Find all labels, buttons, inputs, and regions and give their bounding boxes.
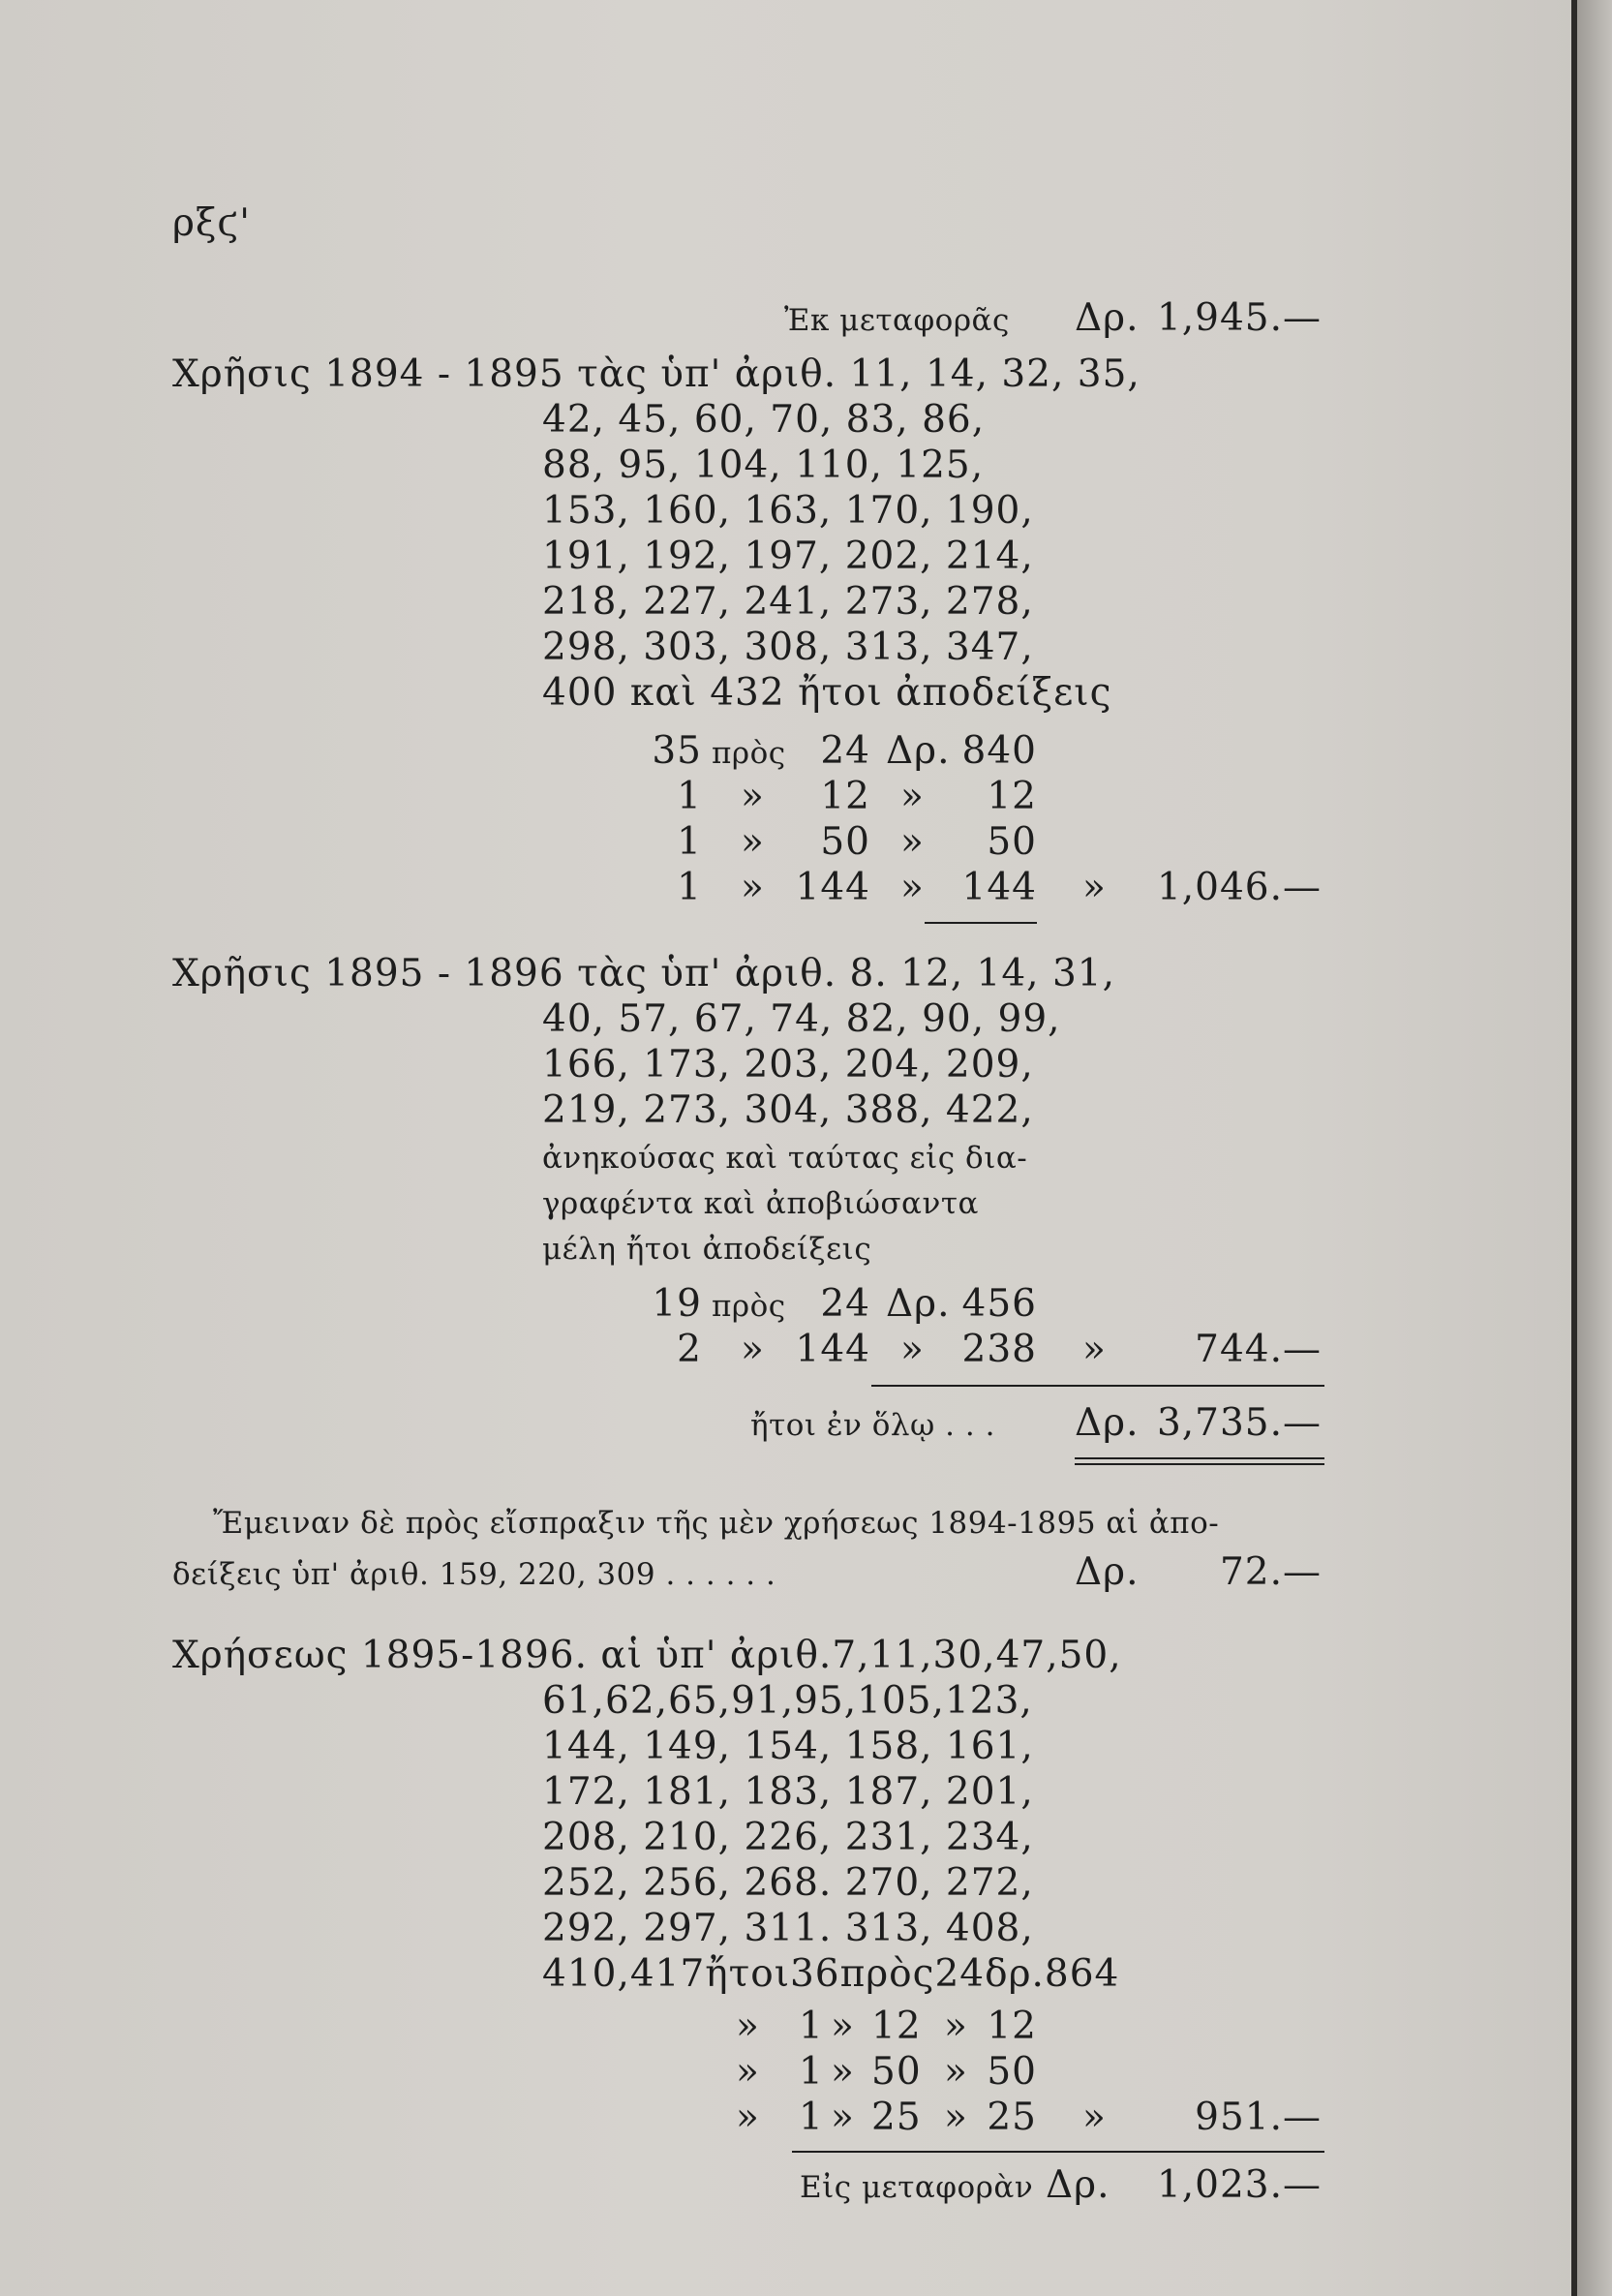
y1895-subtotal-mark: » bbox=[1082, 1328, 1107, 1371]
y1895b-calc-1-cur: » bbox=[944, 2050, 968, 2094]
y1895-calc-0-rate: 24 bbox=[820, 1282, 870, 1326]
y1894-calc-0-cur: Δρ. bbox=[886, 729, 951, 773]
y1894-calc-2-total: 50 bbox=[987, 820, 1037, 864]
carry-over-currency: Δρ. bbox=[1046, 2163, 1110, 2207]
y1895b-calc-2-sep: » bbox=[831, 2096, 855, 2139]
y1895-calc-1-cur: » bbox=[900, 1328, 925, 1371]
y1895b-calc-0-sep: » bbox=[831, 2005, 855, 2048]
y1895b-calc-2-count: 1 bbox=[799, 2096, 824, 2139]
year-1895b-line-2: 61,62,65,91,95,105,123, bbox=[542, 1679, 1033, 1723]
y1895b-calc-1-count: 1 bbox=[799, 2050, 824, 2094]
year-1894-line-6: 218, 227, 241, 273, 278, bbox=[542, 580, 1034, 624]
y1895b-subtotal-mark: » bbox=[1082, 2096, 1107, 2139]
year-1895b-line-1: Χρήσεως 1895-1896. αἱ ὑπ' ἀριθ.7,11,30,47,50, bbox=[172, 1634, 1122, 1677]
y1895-calc-1-rate: 144 bbox=[795, 1328, 870, 1371]
y1895b-calc-2-cur: » bbox=[944, 2096, 968, 2139]
year-1895-line-5 bbox=[542, 1134, 1027, 1180]
year-1895b-line-6: 252, 256, 268. 270, 272, bbox=[542, 1861, 1034, 1905]
text-span: ἤτοι ἐν ὅλῳ . . . bbox=[750, 1408, 995, 1443]
text-span: γραφέντα καὶ ἀποβιώσαντα bbox=[542, 1186, 979, 1221]
year-1894-line-2: 42, 45, 60, 70, 83, 86, bbox=[542, 398, 986, 442]
carried-forward-label bbox=[784, 296, 1010, 343]
y1894-calc-3-sep: » bbox=[741, 866, 765, 909]
grand-total-rule-2 bbox=[1075, 1463, 1324, 1465]
y1895-calc-0-count: 19 bbox=[652, 1282, 702, 1326]
y1895-calc-0-total: 456 bbox=[961, 1282, 1037, 1326]
y1894-calc-2-sep: » bbox=[741, 820, 765, 864]
carry-over-label bbox=[800, 2163, 1033, 2210]
y1894-calc-2-cur: » bbox=[900, 820, 925, 864]
y1895b-calc-0-total: 12 bbox=[987, 2005, 1037, 2048]
year-1895-line-7 bbox=[542, 1225, 871, 1271]
y1895b-calc-0-cur: » bbox=[944, 2005, 968, 2048]
text-span: Εἰς μεταφορὰν bbox=[800, 2170, 1034, 2205]
year-1895b-line-7: 292, 297, 311. 313, 408, bbox=[542, 1907, 1034, 1950]
carry-over-amount: 1,023.— bbox=[1156, 2163, 1322, 2207]
y1894-calc-0-rate: 24 bbox=[820, 729, 870, 773]
text-span: πρὸς bbox=[712, 736, 786, 771]
page-number: ρξϛ' bbox=[172, 201, 251, 245]
remaining-line-1 bbox=[213, 1499, 1219, 1546]
y1895b-subtotal: 951.— bbox=[1195, 2096, 1322, 2139]
carried-forward-amount: 1,945.— bbox=[1156, 296, 1322, 340]
y1895b-calc-0-rate: 12 bbox=[871, 2005, 922, 2048]
year-1895-line-6 bbox=[542, 1179, 979, 1226]
y1895b-calc-2-rate: 25 bbox=[871, 2096, 922, 2139]
year-1894-line-3: 88, 95, 104, 110, 125, bbox=[542, 444, 985, 487]
year-1894-line-4: 153, 160, 163, 170, 190, bbox=[542, 489, 1034, 533]
y1895-calc-0-sep bbox=[712, 1282, 786, 1329]
carried-forward-currency: Δρ. bbox=[1075, 296, 1140, 340]
carry-over-rule bbox=[792, 2151, 1324, 2153]
remaining-line-2 bbox=[172, 1550, 776, 1597]
y1894-calc-1-sep: » bbox=[741, 775, 765, 818]
y1895-subtotal: 744.— bbox=[1195, 1328, 1322, 1371]
text-span: Ἐκ μεταφορᾶς bbox=[784, 303, 1010, 338]
year-1895b-line-3: 144, 149, 154, 158, 161, bbox=[542, 1725, 1034, 1768]
y1894-calc-rule bbox=[925, 922, 1037, 924]
text-span: δείξεις ὑπ' ἀριθ. 159, 220, 309 . . . . . . bbox=[172, 1557, 776, 1592]
year-1895-line-3: 166, 173, 203, 204, 209, bbox=[542, 1043, 1034, 1087]
year-1894-line-5: 191, 192, 197, 202, 214, bbox=[542, 535, 1034, 578]
grand-total-label bbox=[750, 1401, 995, 1448]
y1894-calc-3-total: 144 bbox=[961, 866, 1037, 909]
year-1895b-line-5: 208, 210, 226, 231, 234, bbox=[542, 1816, 1034, 1859]
y1895-calc-0-cur: Δρ. bbox=[886, 1282, 951, 1326]
text-span: πρὸς bbox=[712, 1289, 786, 1324]
y1894-calc-1-count: 1 bbox=[677, 775, 702, 818]
y1894-calc-1-rate: 12 bbox=[820, 775, 870, 818]
remaining-currency: Δρ. bbox=[1075, 1550, 1140, 1594]
y1895b-calc-2-mark: » bbox=[736, 2096, 760, 2139]
y1894-calc-2-count: 1 bbox=[677, 820, 702, 864]
y1895-calc-1-total: 238 bbox=[961, 1328, 1037, 1371]
text-span: μέλη ἤτοι ἀποδείξεις bbox=[542, 1232, 872, 1267]
y1894-calc-0-total: 840 bbox=[961, 729, 1037, 773]
year-1895b-line-4: 172, 181, 183, 187, 201, bbox=[542, 1770, 1034, 1814]
year-1895-line-4: 219, 273, 304, 388, 422, bbox=[542, 1088, 1034, 1132]
grand-total-rule-1 bbox=[1075, 1457, 1324, 1459]
y1894-subtotal-mark: » bbox=[1082, 866, 1107, 909]
grand-total-amount: 3,735.— bbox=[1156, 1401, 1322, 1445]
y1894-calc-3-rate: 144 bbox=[795, 866, 870, 909]
y1895b-calc-0-count: 1 bbox=[799, 2005, 824, 2048]
page-edge-shadow bbox=[1577, 0, 1612, 2296]
y1894-calc-1-total: 12 bbox=[987, 775, 1037, 818]
y1895b-calc-0-mark: » bbox=[736, 2005, 760, 2048]
y1894-calc-0-count: 35 bbox=[652, 729, 702, 773]
y1894-calc-1-cur: » bbox=[900, 775, 925, 818]
year-1894-line-7: 298, 303, 308, 313, 347, bbox=[542, 626, 1034, 669]
year-1894-line-8: 400 καὶ 432 ἤτοι ἀποδείξεις bbox=[542, 671, 1112, 715]
y1894-subtotal: 1,046.— bbox=[1156, 866, 1322, 909]
year-1895-line-2: 40, 57, 67, 74, 82, 90, 99, bbox=[542, 997, 1061, 1041]
y1894-calc-0-sep bbox=[712, 729, 786, 776]
remaining-amount: 72.— bbox=[1219, 1550, 1322, 1594]
y1895-calc-1-sep: » bbox=[741, 1328, 765, 1371]
y1895b-calc-1-mark: » bbox=[736, 2050, 760, 2094]
grand-total-currency: Δρ. bbox=[1075, 1401, 1140, 1445]
grand-total-rule-top bbox=[871, 1385, 1324, 1387]
y1894-calc-3-cur: » bbox=[900, 866, 925, 909]
y1895b-calc-1-sep: » bbox=[831, 2050, 855, 2094]
year-1895b-line-8: 410,417ἤτοι36πρὸς24δρ.864 bbox=[542, 1952, 1120, 1996]
y1894-calc-3-count: 1 bbox=[677, 866, 702, 909]
y1895-calc-1-count: 2 bbox=[677, 1328, 702, 1371]
y1895b-calc-1-rate: 50 bbox=[871, 2050, 922, 2094]
y1895b-calc-2-total: 25 bbox=[987, 2096, 1037, 2139]
y1895b-calc-1-total: 50 bbox=[987, 2050, 1037, 2094]
text-span: ἀνηκούσας καὶ ταύτας εἰς δια- bbox=[542, 1141, 1028, 1176]
y1894-calc-2-rate: 50 bbox=[820, 820, 870, 864]
text-span: Ἔμειναν δὲ πρὸς εἴσπραξιν τῆς μὲν χρήσεως 1894-1895 αἱ ἀπο- bbox=[213, 1506, 1220, 1541]
year-1894-line-1: Χρῆσις 1894 - 1895 τὰς ὑπ' ἀριθ. 11, 14, 32, 35, bbox=[172, 352, 1141, 396]
year-1895-line-1: Χρῆσις 1895 - 1896 τὰς ὑπ' ἀριθ. 8. 12, 14, 31, bbox=[172, 952, 1115, 995]
